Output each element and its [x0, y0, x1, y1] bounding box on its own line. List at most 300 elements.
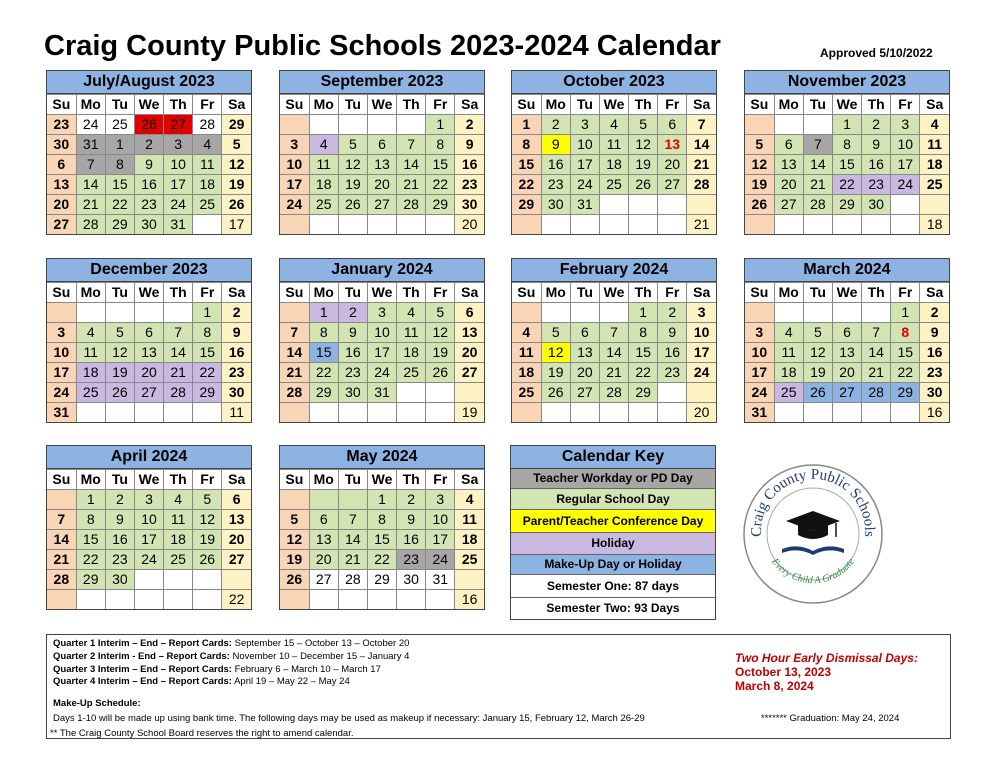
day-cell: 23 — [397, 550, 426, 570]
month-day-count: 18 — [920, 215, 949, 235]
day-cell: 11 — [76, 343, 105, 363]
day-cell: 15 — [512, 155, 541, 175]
day-cell — [745, 115, 774, 135]
day-cell: 3 — [280, 135, 309, 155]
day-cell: 7 — [164, 323, 193, 343]
day-cell — [599, 195, 628, 215]
day-cell: 16 — [541, 155, 570, 175]
day-cell: 21 — [76, 195, 105, 215]
day-cell: 31 — [367, 383, 396, 403]
day-cell: 19 — [222, 175, 251, 195]
day-cell: 20 — [222, 530, 251, 550]
day-cell: 27 — [47, 215, 76, 235]
day-cell: 11 — [599, 135, 628, 155]
day-cell: 9 — [134, 155, 163, 175]
day-cell: 9 — [658, 323, 687, 343]
day-cell — [164, 403, 193, 423]
day-cell: 25 — [309, 195, 338, 215]
day-cell: 10 — [280, 155, 309, 175]
day-cell: 1 — [367, 490, 396, 510]
day-cell — [426, 215, 455, 235]
day-cell: 27 — [309, 570, 338, 590]
day-cell: 15 — [367, 530, 396, 550]
day-cell — [512, 215, 541, 235]
day-cell: 25 — [105, 115, 134, 135]
day-cell: 29 — [193, 383, 222, 403]
weekday-header: Fr — [193, 95, 222, 115]
day-cell: 14 — [280, 343, 309, 363]
day-cell: 2 — [920, 303, 949, 323]
day-cell: 12 — [541, 343, 570, 363]
day-cell: 18 — [164, 530, 193, 550]
weekday-header: Th — [164, 95, 193, 115]
day-cell — [47, 303, 76, 323]
day-cell — [920, 195, 949, 215]
day-cell: 18 — [397, 343, 426, 363]
day-cell: 20 — [570, 363, 599, 383]
day-cell: 8 — [367, 510, 396, 530]
day-cell: 24 — [745, 383, 774, 403]
month-8 — [46, 445, 252, 610]
day-cell: 2 — [105, 490, 134, 510]
day-cell: 16 — [134, 175, 163, 195]
day-cell — [803, 303, 832, 323]
day-cell: 10 — [47, 343, 76, 363]
day-cell: 16 — [105, 530, 134, 550]
calendar-key-title: Calendar Key — [511, 446, 715, 469]
day-cell: 9 — [862, 135, 891, 155]
day-cell: 17 — [891, 155, 920, 175]
day-cell: 21 — [599, 363, 628, 383]
month-title: September 2023 — [280, 71, 484, 94]
day-cell: 24 — [47, 383, 76, 403]
day-cell: 22 — [76, 550, 105, 570]
day-cell: 9 — [397, 510, 426, 530]
weekday-header: Mo — [541, 283, 570, 303]
day-cell: 6 — [658, 115, 687, 135]
day-cell: 13 — [134, 343, 163, 363]
day-cell: 4 — [920, 115, 949, 135]
weekday-header: Mo — [76, 283, 105, 303]
day-cell: 9 — [105, 510, 134, 530]
day-cell: 17 — [745, 363, 774, 383]
day-cell: 11 — [512, 343, 541, 363]
day-cell: 30 — [862, 195, 891, 215]
day-cell: 29 — [222, 115, 251, 135]
logo-name-text: Craig County Public Schools — [748, 466, 878, 538]
month-9 — [279, 445, 485, 610]
day-cell: 25 — [599, 175, 628, 195]
day-cell — [629, 215, 658, 235]
month-title: December 2023 — [47, 259, 251, 282]
day-cell: 26 — [803, 383, 832, 403]
day-cell: 20 — [658, 155, 687, 175]
day-cell — [862, 303, 891, 323]
day-cell: 26 — [541, 383, 570, 403]
day-cell: 18 — [309, 175, 338, 195]
day-cell: 10 — [164, 155, 193, 175]
day-cell: 7 — [280, 323, 309, 343]
day-cell: 5 — [280, 510, 309, 530]
day-cell — [512, 303, 541, 323]
day-cell — [193, 215, 222, 235]
day-cell: 12 — [803, 343, 832, 363]
day-cell: 3 — [570, 115, 599, 135]
day-cell: 4 — [455, 490, 484, 510]
day-cell: 18 — [193, 175, 222, 195]
month-day-count: 16 — [920, 403, 949, 423]
day-cell — [309, 590, 338, 610]
day-cell — [367, 403, 396, 423]
day-cell: 4 — [164, 490, 193, 510]
weekday-header: We — [134, 283, 163, 303]
early-dismissal-date-2: March 8, 2024 — [735, 679, 814, 693]
day-cell: 23 — [862, 175, 891, 195]
day-cell: 6 — [832, 323, 861, 343]
day-cell: 1 — [832, 115, 861, 135]
day-cell: 14 — [862, 343, 891, 363]
day-cell — [687, 195, 716, 215]
day-cell — [512, 403, 541, 423]
day-cell: 7 — [76, 155, 105, 175]
day-cell: 27 — [570, 383, 599, 403]
footer-note: ** The Craig County School Board reserves the right to amend calendar. — [50, 728, 354, 739]
weekday-header: Mo — [76, 95, 105, 115]
day-cell: 28 — [862, 383, 891, 403]
day-cell: 19 — [193, 530, 222, 550]
day-cell: 1 — [891, 303, 920, 323]
day-cell — [832, 215, 861, 235]
weekday-header: Sa — [222, 95, 251, 115]
weekday-header: Th — [629, 283, 658, 303]
weekday-header: Su — [280, 470, 309, 490]
day-cell: 8 — [512, 135, 541, 155]
day-cell: 7 — [687, 115, 716, 135]
day-cell: 21 — [47, 550, 76, 570]
day-cell: 26 — [193, 550, 222, 570]
day-cell: 13 — [774, 155, 803, 175]
day-cell: 15 — [105, 175, 134, 195]
weekday-header: Mo — [309, 283, 338, 303]
semester-two: Semester Two: 93 Days — [511, 598, 715, 619]
month-5 — [279, 258, 485, 423]
day-cell: 15 — [426, 155, 455, 175]
day-cell: 26 — [134, 115, 163, 135]
day-cell — [280, 490, 309, 510]
day-cell: 21 — [338, 550, 367, 570]
day-cell — [629, 195, 658, 215]
weekday-header: Fr — [193, 283, 222, 303]
logo-motto-text: Every Child A Graduate — [769, 556, 857, 587]
page-title: Craig County Public Schools 2023-2024 Calendar — [44, 30, 721, 62]
day-cell: 12 — [280, 530, 309, 550]
day-cell: 13 — [832, 343, 861, 363]
month-title: January 2024 — [280, 259, 484, 282]
day-cell: 11 — [774, 343, 803, 363]
day-cell: 24 — [367, 363, 396, 383]
day-cell: 20 — [47, 195, 76, 215]
month-4 — [46, 258, 252, 423]
day-cell: 27 — [164, 115, 193, 135]
day-cell — [862, 403, 891, 423]
day-cell — [193, 590, 222, 610]
day-cell: 30 — [397, 570, 426, 590]
day-cell: 1 — [512, 115, 541, 135]
day-cell: 26 — [105, 383, 134, 403]
day-cell: 17 — [426, 530, 455, 550]
day-cell: 11 — [164, 510, 193, 530]
day-cell: 5 — [629, 115, 658, 135]
weekday-header: Fr — [891, 283, 920, 303]
early-dismissal-title: Two Hour Early Dismissal Days: — [735, 651, 918, 665]
day-cell: 7 — [599, 323, 628, 343]
day-cell: 14 — [397, 155, 426, 175]
day-cell: 13 — [367, 155, 396, 175]
weekday-header: Th — [164, 283, 193, 303]
day-cell: 9 — [541, 135, 570, 155]
day-cell: 27 — [134, 383, 163, 403]
month-1 — [279, 70, 485, 235]
day-cell: 7 — [397, 135, 426, 155]
weekday-header: We — [134, 95, 163, 115]
day-cell: 2 — [455, 115, 484, 135]
key-item-holiday: Holiday — [511, 533, 715, 555]
day-cell: 25 — [193, 195, 222, 215]
day-cell — [76, 403, 105, 423]
day-cell: 16 — [920, 343, 949, 363]
day-cell: 4 — [76, 323, 105, 343]
day-cell: 25 — [920, 175, 949, 195]
day-cell: 8 — [832, 135, 861, 155]
day-cell — [367, 590, 396, 610]
day-cell: 9 — [455, 135, 484, 155]
day-cell — [164, 590, 193, 610]
day-cell: 16 — [338, 343, 367, 363]
day-cell: 2 — [134, 135, 163, 155]
day-cell: 5 — [426, 303, 455, 323]
day-cell: 10 — [367, 323, 396, 343]
day-cell: 10 — [687, 323, 716, 343]
day-cell: 20 — [455, 343, 484, 363]
day-cell: 3 — [164, 135, 193, 155]
day-cell: 29 — [832, 195, 861, 215]
day-cell: 24 — [570, 175, 599, 195]
day-cell — [309, 490, 338, 510]
day-cell: 7 — [338, 510, 367, 530]
month-day-count: 21 — [687, 215, 716, 235]
day-cell: 18 — [774, 363, 803, 383]
day-cell: 17 — [164, 175, 193, 195]
day-cell: 25 — [164, 550, 193, 570]
day-cell: 16 — [455, 155, 484, 175]
day-cell: 18 — [455, 530, 484, 550]
day-cell: 13 — [658, 135, 687, 155]
day-cell — [76, 303, 105, 323]
day-cell: 14 — [47, 530, 76, 550]
day-cell — [455, 383, 484, 403]
day-cell: 12 — [222, 155, 251, 175]
day-cell: 9 — [222, 323, 251, 343]
semester-one: Semester One: 87 days — [511, 575, 715, 598]
key-item-regular: Regular School Day — [511, 489, 715, 510]
day-cell: 3 — [134, 490, 163, 510]
day-cell: 24 — [76, 115, 105, 135]
weekday-header: Sa — [920, 95, 949, 115]
day-cell: 28 — [397, 195, 426, 215]
day-cell: 26 — [426, 363, 455, 383]
month-0 — [46, 70, 252, 235]
weekday-header: We — [134, 470, 163, 490]
day-cell: 26 — [280, 570, 309, 590]
day-cell: 15 — [629, 343, 658, 363]
day-cell: 1 — [629, 303, 658, 323]
day-cell: 17 — [47, 363, 76, 383]
day-cell: 3 — [47, 323, 76, 343]
day-cell: 5 — [105, 323, 134, 343]
month-7 — [744, 258, 950, 423]
day-cell: 10 — [426, 510, 455, 530]
early-dismissal — [735, 651, 918, 693]
day-cell: 19 — [803, 363, 832, 383]
day-cell: 27 — [832, 383, 861, 403]
day-cell: 5 — [222, 135, 251, 155]
day-cell: 4 — [193, 135, 222, 155]
day-cell: 30 — [541, 195, 570, 215]
day-cell: 21 — [862, 363, 891, 383]
weekday-header: Su — [47, 95, 76, 115]
day-cell: 21 — [397, 175, 426, 195]
weekday-header: Tu — [803, 95, 832, 115]
day-cell: 10 — [891, 135, 920, 155]
day-cell — [193, 403, 222, 423]
day-cell — [397, 403, 426, 423]
weekday-header: Tu — [338, 95, 367, 115]
day-cell: 12 — [745, 155, 774, 175]
month-day-count: 20 — [687, 403, 716, 423]
quarter-2-note: Quarter 2 Interim - End – Report Cards: November 10 – December 15 – January 4 — [53, 651, 410, 662]
day-cell: 6 — [222, 490, 251, 510]
day-cell — [338, 115, 367, 135]
day-cell: 6 — [47, 155, 76, 175]
day-cell: 17 — [570, 155, 599, 175]
day-cell: 18 — [512, 363, 541, 383]
day-cell: 13 — [47, 175, 76, 195]
day-cell: 5 — [541, 323, 570, 343]
day-cell — [891, 403, 920, 423]
day-cell: 30 — [455, 195, 484, 215]
day-cell: 22 — [367, 550, 396, 570]
day-cell: 3 — [891, 115, 920, 135]
day-cell: 2 — [338, 303, 367, 323]
makeup-schedule-text: Days 1-10 will be made up using bank time. The following days may be used as makeup if necessary: January 15, February 12, March 26-29 — [53, 713, 645, 724]
day-cell — [891, 215, 920, 235]
day-cell: 21 — [164, 363, 193, 383]
day-cell: 31 — [745, 403, 774, 423]
weekday-header: Th — [862, 283, 891, 303]
day-cell: 31 — [47, 403, 76, 423]
day-cell: 28 — [193, 115, 222, 135]
month-day-count: 11 — [222, 403, 251, 423]
day-cell: 12 — [338, 155, 367, 175]
day-cell — [658, 383, 687, 403]
day-cell — [164, 570, 193, 590]
weekday-header: Tu — [105, 283, 134, 303]
month-day-count: 19 — [455, 403, 484, 423]
day-cell: 12 — [426, 323, 455, 343]
day-cell — [426, 383, 455, 403]
day-cell — [367, 215, 396, 235]
day-cell: 11 — [397, 323, 426, 343]
weekday-header: We — [367, 470, 396, 490]
day-cell: 5 — [338, 135, 367, 155]
day-cell: 1 — [193, 303, 222, 323]
day-cell: 21 — [803, 175, 832, 195]
day-cell: 11 — [193, 155, 222, 175]
month-day-count: 20 — [455, 215, 484, 235]
day-cell: 25 — [76, 383, 105, 403]
day-cell: 27 — [222, 550, 251, 570]
day-cell — [76, 590, 105, 610]
weekday-header: We — [367, 95, 396, 115]
day-cell — [629, 403, 658, 423]
month-day-count: 16 — [455, 590, 484, 610]
day-cell: 24 — [164, 195, 193, 215]
day-cell: 30 — [47, 135, 76, 155]
calendar-key — [510, 445, 716, 620]
day-cell: 22 — [105, 195, 134, 215]
day-cell: 14 — [687, 135, 716, 155]
day-cell: 7 — [47, 510, 76, 530]
day-cell: 24 — [426, 550, 455, 570]
day-cell: 28 — [599, 383, 628, 403]
weekday-header: Tu — [570, 95, 599, 115]
day-cell: 19 — [280, 550, 309, 570]
weekday-header: Th — [164, 470, 193, 490]
day-cell: 1 — [426, 115, 455, 135]
day-cell — [134, 570, 163, 590]
day-cell — [309, 215, 338, 235]
day-cell: 29 — [512, 195, 541, 215]
graduation-note: ******* Graduation: May 24, 2024 — [761, 713, 900, 724]
day-cell: 6 — [774, 135, 803, 155]
day-cell: 8 — [891, 323, 920, 343]
day-cell — [599, 303, 628, 323]
day-cell: 20 — [774, 175, 803, 195]
day-cell: 22 — [891, 363, 920, 383]
day-cell — [280, 303, 309, 323]
key-item-workday: Teacher Workday or PD Day — [511, 469, 715, 489]
weekday-header: Fr — [658, 283, 687, 303]
day-cell: 30 — [222, 383, 251, 403]
day-cell: 16 — [222, 343, 251, 363]
school-logo — [742, 463, 884, 605]
day-cell: 19 — [426, 343, 455, 363]
day-cell: 8 — [426, 135, 455, 155]
day-cell: 10 — [134, 510, 163, 530]
day-cell: 4 — [512, 323, 541, 343]
day-cell: 4 — [599, 115, 628, 135]
weekday-header: Mo — [774, 283, 803, 303]
weekday-header: Su — [512, 283, 541, 303]
day-cell: 28 — [164, 383, 193, 403]
day-cell: 13 — [222, 510, 251, 530]
day-cell: 28 — [47, 570, 76, 590]
day-cell — [832, 403, 861, 423]
day-cell: 31 — [426, 570, 455, 590]
day-cell: 10 — [570, 135, 599, 155]
weekday-header: Sa — [455, 283, 484, 303]
approved-date: Approved 5/10/2022 — [820, 46, 933, 60]
